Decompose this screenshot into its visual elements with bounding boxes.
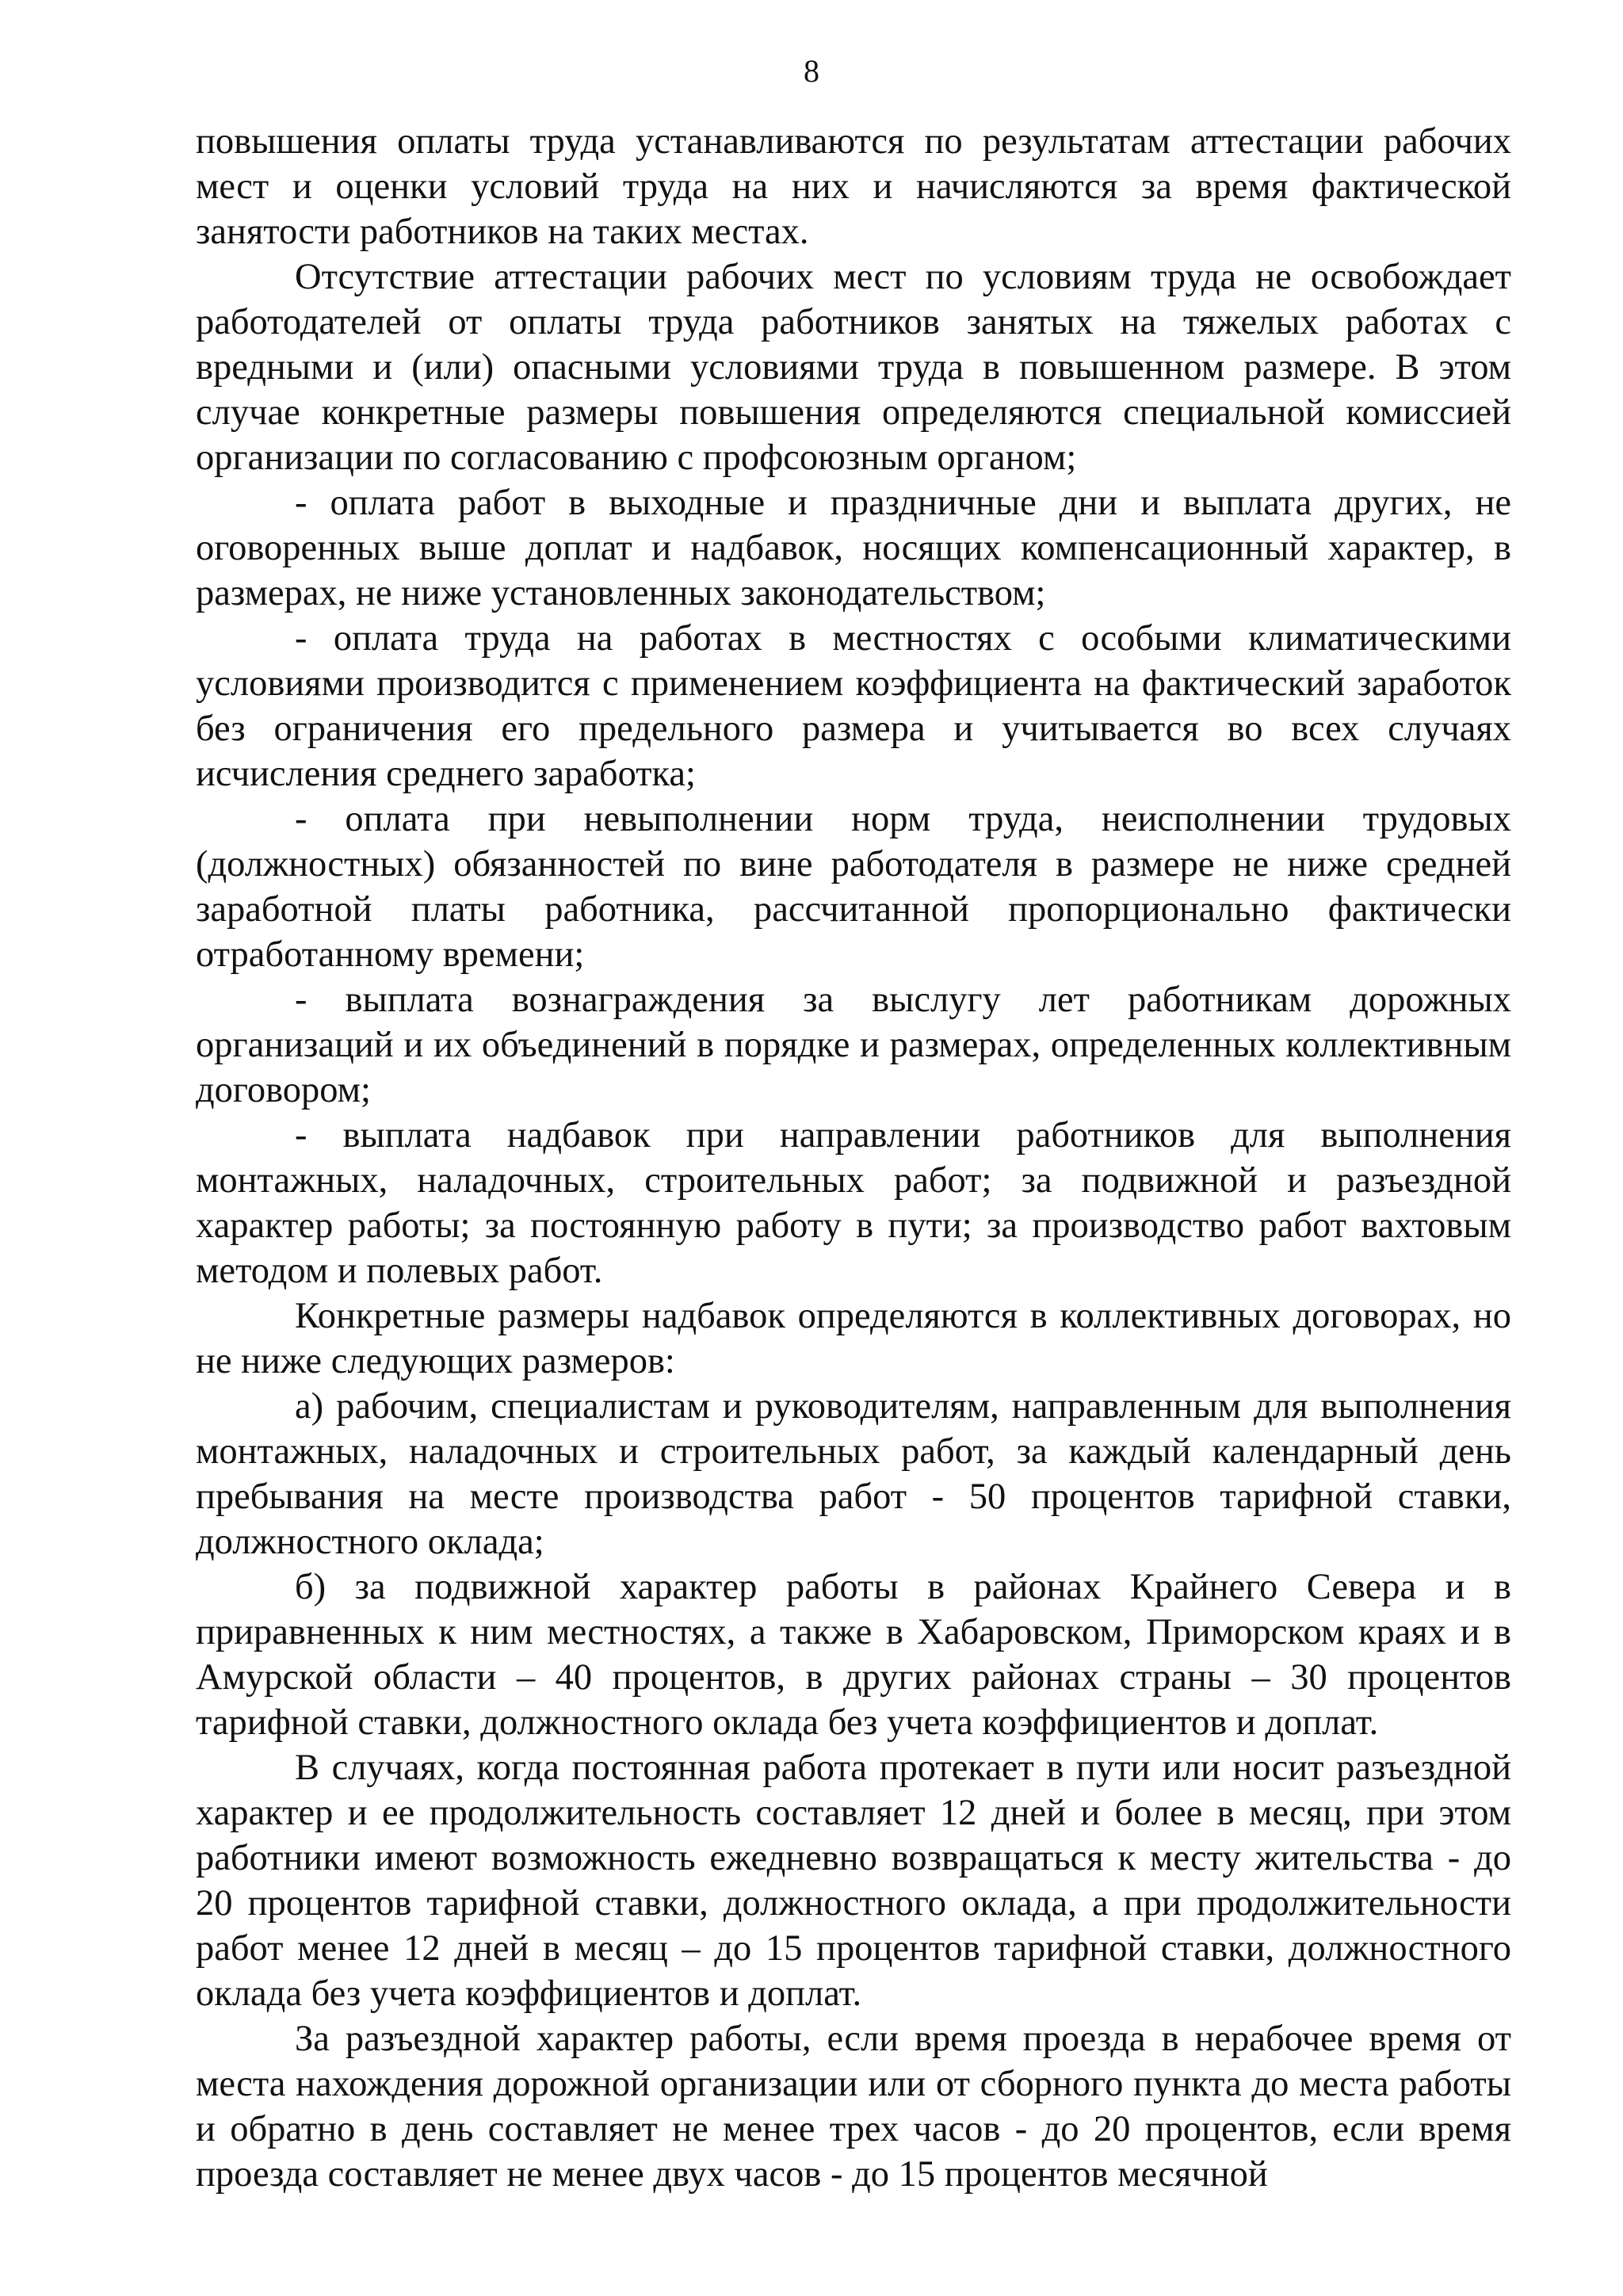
paragraph-attestation-absence: Отсутствие аттестации рабочих мест по условиям труда не освобождает работодателей от оплаты труда работников занятых на тяжелых работах с вредными и (или) опасными условиями труда в повышенном размере. В этом случае конкретные размеры повышения определяются специальной комиссией организации по согласованию с профсоюзным органом; — [196, 257, 1511, 478]
paragraph-item-a: а) рабочим, специалистам и руководителям, направленным для выполнения монтажных, наладочных и строительных работ, за каждый календарный день пребывания на месте производства работ - 50 процентов тарифной ставки, должностного оклада; — [196, 1386, 1511, 1562]
paragraph-seniority-reward: - выплата вознаграждения за выслугу лет работникам дорожных организаций и их объединений в порядке и размерах, определенных коллективным договором; — [196, 980, 1511, 1110]
paragraph-norm-failure-pay: - оплата при невыполнении норм труда, неисполнении трудовых (должностных) обязанностей по вине работодателя в размере не ниже средней заработной платы работника, рассчитанной пропорционально фактически отработанному времени; — [196, 799, 1511, 975]
paragraph-climate-pay: - оплата труда на работах в местностях с особыми климатическими условиями производится с применением коэффициента на фактический заработок без ограничения его предельного размера и учитывается во всех случаях исчисления среднего заработка; — [196, 618, 1511, 794]
paragraph-weekend-pay: - оплата работ в выходные и праздничные дни и выплата других, не оговоренных выше доплат и надбавок, носящих компенсационный характер, в размерах, не ниже установленных законодательством; — [196, 483, 1511, 613]
document-body — [196, 119, 1511, 2197]
paragraph-allowances: - выплата надбавок при направлении работников для выполнения монтажных, наладочных, строительных работ; за подвижной и разъездной характер работы; за постоянную работу в пути; за производство работ вахтовым методом и полевых работ. — [196, 1115, 1511, 1291]
paragraph-continuation: повышения оплаты труда устанавливаются по результатам аттестации рабочих мест и оценки условий труда на них и начисляются за время фактической занятости работников на таких местах. — [196, 121, 1511, 252]
paragraph-travel-time: За разъездной характер работы, если время проезда в нерабочее время от места нахождения дорожной организации или от сборного пункта до места работы и обратно в день составляет не менее трех часов - до 20 процентов, если время проезда составляет не менее двух часов - до 15 процентов месячной — [196, 2019, 1511, 2195]
paragraph-item-b: б) за подвижной характер работы в районах Крайнего Севера и в приравненных к ним местностях, а также в Хабаровском, Приморском краях и в Амурской области – 40 процентов, в других районах страны – 30 процентов тарифной ставки, должностного оклада без учета коэффициентов и доплат. — [196, 1567, 1511, 1743]
paragraph-travel-work: В случаях, когда постоянная работа протекает в пути или носит разъездной характер и ее продолжительность составляет 12 дней и более в месяц, при этом работники имеют возможность ежедневно возвращаться к месту жительства - до 20 процентов тарифной ставки, должностного оклада, а при продолжительности работ менее 12 дней в месяц – до 15 процентов тарифной ставки, должностного оклада без учета коэффициентов и доплат. — [196, 1748, 1511, 2014]
paragraph-allowance-sizes: Конкретные размеры надбавок определяются в коллективных договорах, но не ниже следующих размеров: — [196, 1296, 1511, 1381]
page-number: 8 — [804, 53, 819, 89]
